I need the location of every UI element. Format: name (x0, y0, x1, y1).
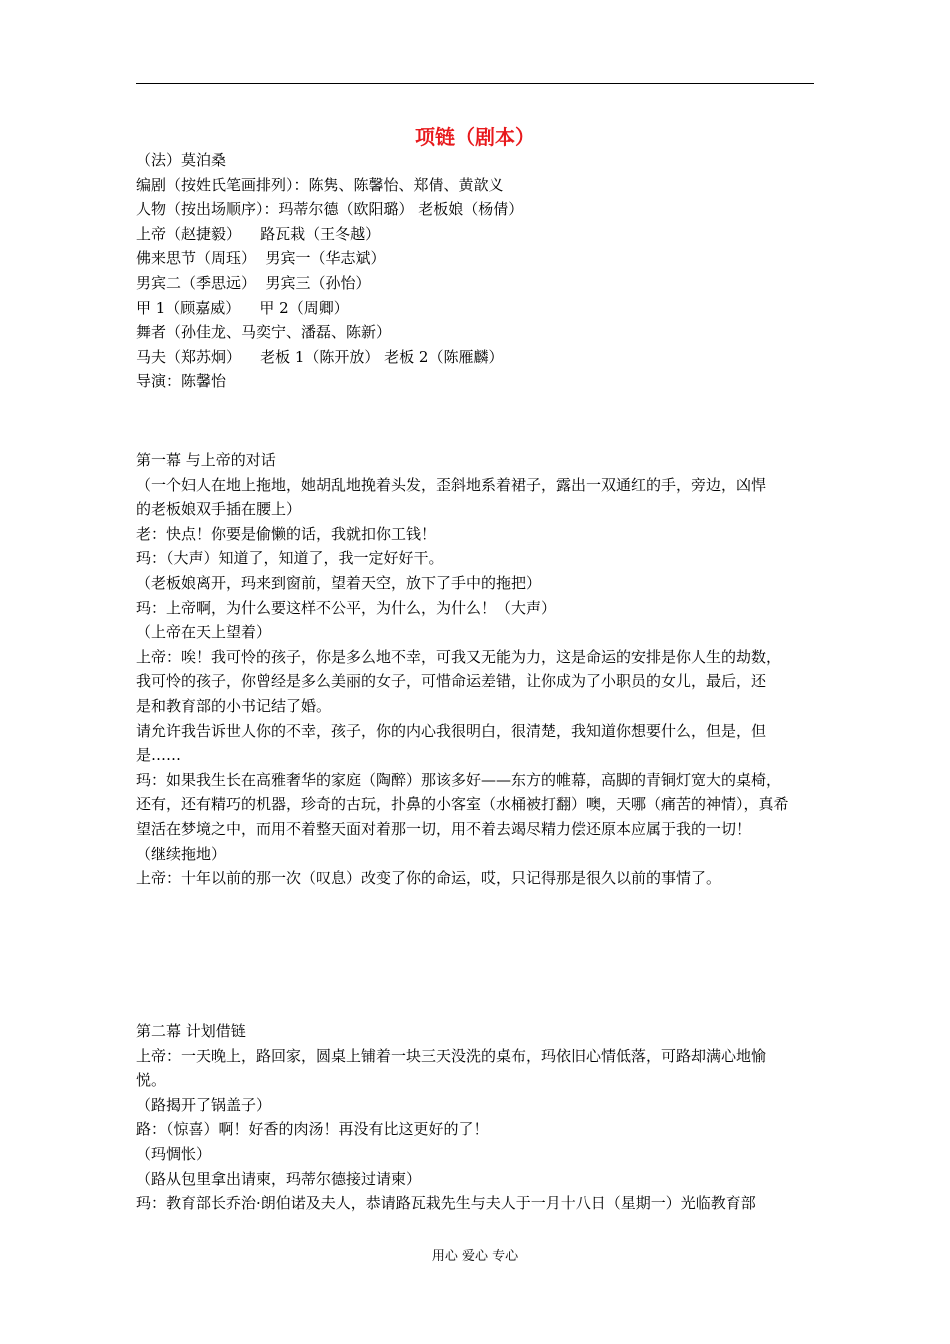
script-line: 老：快点！你要是偷懒的话，我就扣你工钱！ (136, 524, 437, 543)
script-line: 上帝：唉！我可怜的孩子，你是多么地不幸，可我又无能为力，这是命运的安排是你人生的劫数， (136, 647, 782, 666)
credit-line: 甲 1（顾嘉威） 甲 2（周卿） (136, 298, 349, 317)
credit-line: 舞者（孙佳龙、马奕宁、潘磊、陈新） (136, 323, 392, 342)
script-line: 我可怜的孩子，你曾经是多么美丽的女子，可惜命运差错，让你成为了小职员的女儿，最后，还 (136, 672, 767, 691)
act-one (136, 448, 816, 891)
credit-line: （法）莫泊桑 (136, 151, 227, 169)
header-rule (136, 83, 814, 84)
script-line: （上帝在天上望着） (136, 623, 272, 642)
script-line: 是和教育部的小书记结了婚。 (136, 696, 332, 715)
credits-block (136, 148, 816, 394)
act-two (136, 1019, 816, 1216)
script-line: （老板娘离开，玛来到窗前，望着天空，放下了手中的拖把） (136, 573, 542, 592)
credit-line: 马夫（郑苏炯） 老板 1（陈开放） 老板 2（陈雁麟） (136, 347, 504, 366)
act-heading: 第二幕 计划借链 (136, 1022, 246, 1040)
script-line: 请允许我告诉世人你的不幸，孩子，你的内心我很明白，很清楚，我知道你想要什么，但是，但 (136, 721, 767, 740)
script-line: 望活在梦境之中，而用不着整天面对着那一切，用不着去竭尽精力偿还原本应属于我的一切！ (136, 819, 752, 838)
script-line: 路：（惊喜）啊！好香的肉汤！再没有比这更好的了！ (136, 1120, 489, 1139)
script-line: 玛：教育部长乔治·朗伯诺及夫人，恭请路瓦栽先生与夫人于一月十八日（星期一）光临教育部 (136, 1194, 756, 1213)
document-title: 项链（剧本） (415, 125, 535, 149)
page-footer: 用心 爱心 专心 (431, 1249, 519, 1264)
credit-line: 导演：陈馨怡 (136, 372, 227, 391)
act-heading: 第一幕 与上帝的对话 (136, 451, 276, 469)
script-line: （路揭开了锅盖子） (136, 1095, 272, 1114)
script-line: 玛：如果我生长在高雅奢华的家庭（陶醉）那该多好——东方的帷幕，高脚的青铜灯宽大的桌椅， (136, 770, 782, 789)
script-line: 玛：上帝啊，为什么要这样不公平，为什么，为什么！（大声） (136, 598, 557, 617)
script-line: （路从包里拿出请柬，玛蒂尔德接过请柬） (136, 1169, 422, 1188)
script-line: 悦。 (136, 1071, 167, 1090)
script-line: 上帝：十年以前的那一次（叹息）改变了你的命运，哎，只记得那是很久以前的事情了。 (136, 869, 722, 888)
script-line: 还有，还有精巧的机器，珍奇的古玩，扑鼻的小客室（水桶被打翻）噢，天哪（痛苦的神情），真希 (136, 795, 789, 814)
script-line: 是…… (136, 746, 182, 765)
script-line: （一个妇人在地上拖地，她胡乱地挽着头发，歪斜地系着裙子，露出一双通红的手，旁边，凶悍 (136, 475, 767, 494)
credit-line: 人物（按出场顺序）：玛蒂尔德（欧阳璐） 老板娘（杨倩） (136, 200, 524, 219)
credit-line: 编剧（按姓氏笔画排列）：陈隽、陈馨怡、郑倩、黄歆义 (136, 175, 504, 194)
credit-line: 男宾二（季思远） 男宾三（孙怡） (136, 273, 371, 292)
credit-line: 佛来思节（周珏） 男宾一（华志斌） (136, 249, 386, 268)
script-line: 玛：（大声）知道了，知道了，我一定好好干。 (136, 549, 444, 568)
credit-line: 上帝（赵捷毅） 路瓦栽（王冬越） (136, 224, 381, 243)
script-line: （继续拖地） (136, 844, 227, 863)
script-line: 上帝：一天晚上，路回家，圆桌上铺着一块三天没洗的桌布，玛依旧心情低落，可路却满心地愉 (136, 1046, 767, 1065)
script-line: （玛惆怅） (136, 1144, 212, 1163)
script-line: 的老板娘双手插在腰上） (136, 500, 302, 519)
